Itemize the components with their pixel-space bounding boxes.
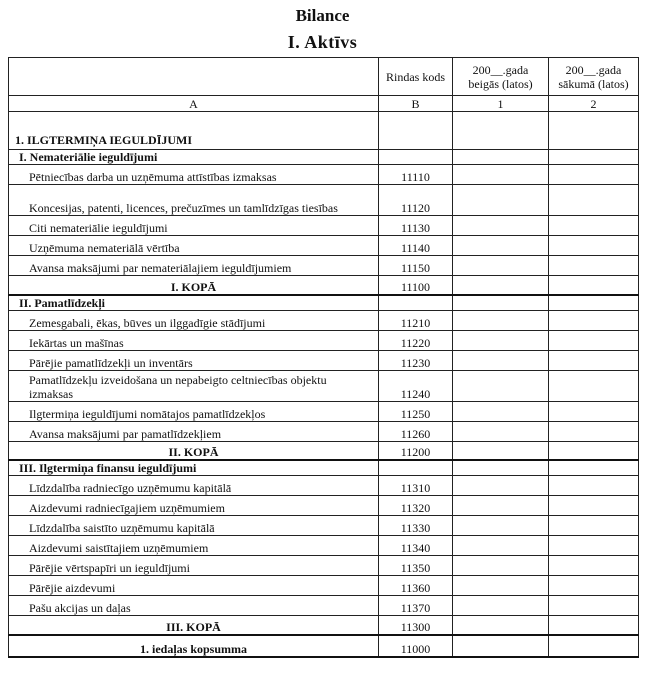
grand-total-row [9,635,639,657]
row-code: 11250 [379,401,453,421]
row-name: Avansa maksājumi par pamatlīdzekļiem [9,421,379,441]
row-name: Pārējie pamatlīdzekļi un inventārs [9,350,379,370]
row-name: I. KOPĀ [9,276,379,295]
row-code: 11310 [379,476,453,496]
row-code: 11150 [379,256,453,276]
value-end-cell[interactable] [453,635,549,657]
row-name: Pētniecības darba un uzņēmuma attīstības izmaksas [9,165,379,185]
table-row [9,310,639,330]
value-start-cell[interactable] [549,216,639,236]
subsection-row [9,295,639,311]
row-code [379,150,453,165]
value-start-cell[interactable] [549,330,639,350]
value-end-cell[interactable] [453,556,549,576]
row-code: 11130 [379,216,453,236]
row-code: 11210 [379,310,453,330]
table-row [9,350,639,370]
table-row [9,496,639,516]
table-row [9,165,639,185]
value-end-cell[interactable] [453,256,549,276]
row-name: Pārējie aizdevumi [9,576,379,596]
row-code: 11100 [379,276,453,295]
row-name: II. Pamatlīdzekļi [9,295,379,311]
table-row [9,216,639,236]
value-start-cell[interactable] [549,401,639,421]
table-row [9,596,639,616]
value-end-cell[interactable] [453,596,549,616]
section-title-row [9,112,639,150]
row-name: I. Nemateriālie ieguldījumi [9,150,379,165]
value-start-cell[interactable] [549,276,639,295]
value-end-cell[interactable] [453,216,549,236]
value-end-cell[interactable] [453,536,549,556]
value-start-cell[interactable] [549,370,639,401]
row-code: 11120 [379,185,453,216]
value-end-cell[interactable] [453,310,549,330]
row-name: Līdzdalība radniecīgo uzņēmumu kapitālā [9,476,379,496]
header-name [9,58,379,96]
value-start-cell[interactable] [549,350,639,370]
table-row [9,576,639,596]
value-end-cell[interactable] [453,150,549,165]
value-end-cell[interactable] [453,476,549,496]
subsection-row [9,460,639,476]
row-code: 11140 [379,236,453,256]
table-row [9,516,639,536]
row-name: III. Ilgtermiņa finansu ieguldījumi [9,460,379,476]
value-end-cell[interactable] [453,576,549,596]
value-start-cell[interactable] [549,556,639,576]
value-start-cell[interactable] [549,616,639,635]
document-subtitle: I. Aktīvs [287,32,358,52]
table-row [9,236,639,256]
header-code: Rindas kods [379,58,453,96]
value-end-cell[interactable] [453,370,549,401]
row-name: Ilgtermiņa ieguldījumi nomātajos pamatlīdzekļos [9,401,379,421]
row-name: Līdzdalība saistīto uzņēmumu kapitālā [9,516,379,536]
row-code [379,460,453,476]
value-end-cell[interactable] [453,401,549,421]
row-name: 1. iedaļas kopsumma [9,635,379,657]
row-code: 11320 [379,496,453,516]
value-end-cell[interactable] [453,496,549,516]
value-start-cell[interactable] [549,496,639,516]
value-start-cell[interactable] [549,441,639,460]
row-name: Avansa maksājumi par nemateriālajiem ieguldījumiem [9,256,379,276]
value-end-cell[interactable] [453,330,549,350]
row-name: Koncesijas, patenti, licences, prečuzīmes un tamlīdzīgas tiesības [9,185,379,216]
row-code: 11330 [379,516,453,536]
table-row [9,401,639,421]
header-end: 200__.gada beigās (latos) [453,58,549,96]
value-start-cell[interactable] [549,476,639,496]
col-letter-a: A [9,96,379,112]
row-code: 11370 [379,596,453,616]
value-start-cell[interactable] [549,516,639,536]
row-code: 11110 [379,165,453,185]
total-row [9,276,639,295]
value-end-cell[interactable] [453,350,549,370]
table-row [9,556,639,576]
row-name: Pašu akcijas un daļas [9,596,379,616]
table-row [9,421,639,441]
row-name: II. KOPĀ [9,441,379,460]
value-end-cell[interactable] [453,460,549,476]
section-title: 1. ILGTERMIŅA IEGULDĪJUMI [9,112,379,150]
value-start-cell[interactable] [549,165,639,185]
row-name: Pamatlīdzekļu izveidošana un nepabeigto celtniecības objektu izmaksas [9,370,379,401]
value-end-cell[interactable] [453,295,549,311]
header-row [9,58,639,96]
value-end-cell[interactable] [453,276,549,295]
balance-table [8,57,639,658]
value-start-cell[interactable] [549,536,639,556]
value-start-cell[interactable] [549,310,639,330]
col-number-1: 1 [453,96,549,112]
header-start: 200__.gada sākumā (latos) [549,58,639,96]
total-row [9,441,639,460]
value-start-cell[interactable] [549,256,639,276]
row-name: Aizdevumi saistītajiem uzņēmumiem [9,536,379,556]
row-name: Iekārtas un mašīnas [9,330,379,350]
row-code: 11360 [379,576,453,596]
value-start-cell[interactable] [549,150,639,165]
row-name: Pārējie vērtspapīri un ieguldījumi [9,556,379,576]
row-name: Zemesgabali, ēkas, būves un ilggadīgie stādījumi [9,310,379,330]
document-title: Bilance [295,6,350,25]
table-row [9,185,639,216]
row-code: 11300 [379,616,453,635]
row-name: III. KOPĀ [9,616,379,635]
value-end-cell[interactable] [453,165,549,185]
row-code: 11260 [379,421,453,441]
table-row [9,256,639,276]
table-row [9,476,639,496]
value-end-cell[interactable] [453,236,549,256]
value-start-cell[interactable] [549,421,639,441]
value-end-cell[interactable] [453,185,549,216]
row-code: 11240 [379,370,453,401]
row-code: 11350 [379,556,453,576]
value-start-cell[interactable] [549,460,639,476]
row-name: Aizdevumi radniecīgajiem uzņēmumiem [9,496,379,516]
value-start-cell[interactable] [549,576,639,596]
total-row [9,616,639,635]
value-start-cell[interactable] [549,185,639,216]
row-code: 11000 [379,635,453,657]
column-letters-row [9,96,639,112]
row-code: 11220 [379,330,453,350]
value-end-cell[interactable] [453,616,549,635]
col-letter-b: B [379,96,453,112]
value-start-cell[interactable] [549,596,639,616]
value-start-cell[interactable] [549,635,639,657]
value-start-cell[interactable] [549,236,639,256]
table-row [9,536,639,556]
value-start-cell[interactable] [549,295,639,311]
table-row [9,370,639,401]
row-code: 11340 [379,536,453,556]
col-number-2: 2 [549,96,639,112]
value-end-cell[interactable] [453,516,549,536]
value-end-cell[interactable] [453,421,549,441]
row-name: Uzņēmuma nemateriālā vērtība [9,236,379,256]
row-code: 11200 [379,441,453,460]
table-row [9,330,639,350]
row-code: 11230 [379,350,453,370]
value-end-cell[interactable] [453,441,549,460]
row-code [379,295,453,311]
subsection-row [9,150,639,165]
row-name: Citi nemateriālie ieguldījumi [9,216,379,236]
